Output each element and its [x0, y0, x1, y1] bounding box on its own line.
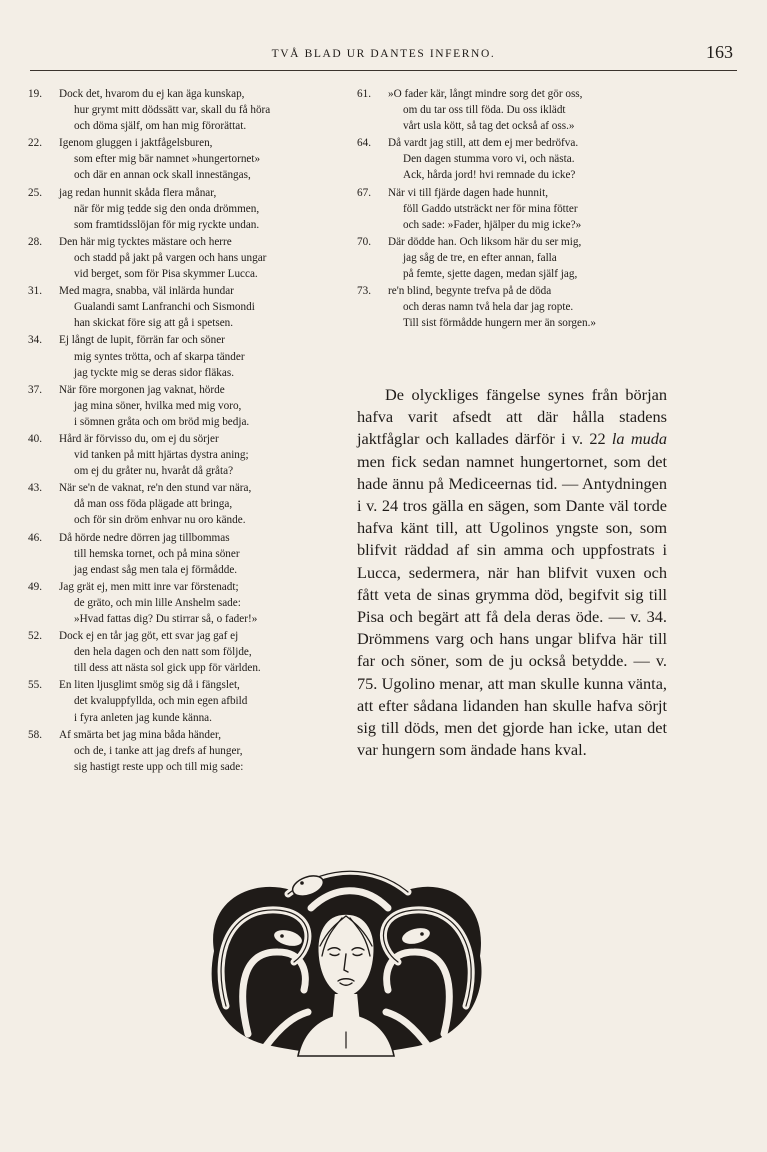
- commentary-text-after: men fick sedan namnet hungertornet, som det hade ännu på Mediceernas tid. — Antydningen i v. 24 tros gälla en sägen, som Dante väl torde hafva känt till, att Ugolinos yngste son, som blifvit räddad af sin amma och uppfostrats i Lucca, sedermera, när han blifvit vuxen och fått veta de sinas grymma död, begifvit sig till Pisa och begärt att få dela deras öde. — v. 34. Drömmens varg och hans ungar blifva här till far och söner, som de ju också betydde. — v. 75. Ugolino menar, att man skulle kunna vänta, att efter sådana lidanden han skulle hafva sörjt sig till döds, men det gjorde han icke, utan det var hungern som ändade hans kval.: [357, 451, 667, 760]
- verse-line: jag redan hunnit skåda flera månar,: [59, 186, 217, 199]
- stanza: [357, 283, 671, 331]
- poem-column-left: [28, 86, 348, 776]
- stanza-number: 25.: [28, 186, 42, 199]
- stanza: [357, 234, 671, 282]
- stanza: [28, 135, 348, 183]
- commentary-italic: la muda: [611, 429, 667, 449]
- page-number: 163: [706, 42, 733, 62]
- verse-line: Igenom gluggen i jaktfågelsburen,: [59, 137, 213, 150]
- verse-line: Där dödde han. Och liksom här du ser mig,: [388, 235, 582, 248]
- verse-line: som framtidsslöjan för mig ryckte undan.: [74, 218, 260, 231]
- verse-line: Dock det, hvarom du ej kan äga kunskap,: [59, 88, 245, 100]
- verse-line: på femte, sjette dagen, medan själf jag,: [403, 268, 578, 281]
- verse-line: han skickat före sig att gå i spetsen.: [74, 317, 234, 330]
- verse-line: om du tar oss till föda. Du oss iklädt: [403, 104, 566, 117]
- verse-line: jag endast såg men tala ej förmådde.: [74, 563, 238, 576]
- stanza: [357, 185, 671, 233]
- stanza-number: 40.: [28, 432, 42, 445]
- stanza: [28, 431, 348, 479]
- verse-line: den hela dagen och den natt som följde,: [74, 646, 252, 659]
- verse-line: sig hastigt reste upp och till mig sade:: [74, 760, 244, 773]
- verse-line: När före morgonen jag vaknat, hörde: [59, 383, 225, 396]
- stanza: [28, 185, 348, 233]
- stanza: [28, 530, 348, 578]
- verse-line: jag såg de tre, en efter annan, falla: [403, 251, 557, 264]
- stanza-number: 70.: [357, 235, 371, 248]
- poem-column-right: [357, 86, 671, 332]
- stanza: [28, 332, 348, 380]
- verse-line: Då hörde nedre dörren jag tillbommas: [59, 531, 230, 544]
- verse-line: och sade: »Fader, hjälper du mig icke?»: [403, 218, 582, 231]
- verse-line: i fyra anleten jag kunde känna.: [74, 711, 212, 724]
- verse-line: jag mina söner, hvilka med mig voro,: [74, 399, 242, 412]
- stanza-number: 52.: [28, 630, 42, 643]
- stanza: [28, 234, 348, 282]
- stanza-number: 34.: [28, 334, 42, 347]
- verse-line: Ej långt de lupit, förrän far och söner: [59, 334, 225, 347]
- verse-line: och deras namn två hela dar jag ropte.: [403, 301, 574, 314]
- verse-line: Den här mig tycktes mästare och herre: [59, 235, 232, 248]
- stanza-number: 55.: [28, 679, 42, 692]
- verse-line: i sömnen gråta och om bröd mig bedja.: [74, 415, 250, 428]
- stanza: [357, 135, 671, 183]
- stanza-number: 28.: [28, 235, 42, 248]
- verse-line: Jag grät ej, men mitt inre var förstenadt;: [59, 580, 239, 593]
- stanza-number: 73.: [357, 285, 371, 298]
- stanza: [28, 382, 348, 430]
- verse-line: Med magra, snabba, väl inlärda hundar: [59, 285, 234, 298]
- verse-line: då man oss föda plägade att bringa,: [74, 498, 233, 511]
- stanza: [28, 86, 348, 134]
- verse-line: När vi till fjärde dagen hade hunnit,: [388, 186, 548, 199]
- verse-line: det kvaluppfyllda, och min egen afbild: [74, 695, 248, 708]
- commentary: [357, 384, 667, 761]
- stanza-number: 46.: [28, 531, 42, 544]
- stanza: [28, 677, 348, 725]
- stanza-number: 61.: [357, 88, 371, 100]
- stanza-number: 31.: [28, 285, 42, 298]
- running-header: [30, 44, 737, 71]
- stanza: [28, 579, 348, 627]
- stanza: [28, 480, 348, 528]
- verse-line: Då vardt jag still, att dem ej mer bedröfva.: [388, 137, 579, 150]
- stanza-number: 64.: [357, 137, 371, 150]
- verse-line: jag tyckte mig se deras sidor fläkas.: [74, 366, 234, 379]
- verse-line: Till sist förmådde hungern mer än sorgen.»: [403, 317, 596, 330]
- verse-line: Ack, hårda jord! hvi remnade du icke?: [403, 169, 576, 182]
- verse-line: Gualandi samt Lanfranchi och Sismondi: [74, 301, 255, 314]
- verse-line: och stadd på jakt på vargen och hans ungar: [74, 251, 267, 264]
- medusa-head-with-serpents-icon: [196, 856, 496, 1061]
- verse-line: Den dagen stumma voro vi, och nästa.: [403, 153, 575, 166]
- commentary-text-before: De olyckliges fängelse synes från början hafva varit afsedt att där hålla stadens jaktfåglar och kallades därför i v. 22: [357, 385, 667, 449]
- verse-line: och döma själf, om han mig förorättat.: [74, 120, 247, 133]
- verse-line: »Hvad fattas dig? Du stirrar så, o fader!»: [74, 613, 258, 625]
- stanza-number: 43.: [28, 482, 42, 495]
- header-title: TVÅ BLAD UR DANTES INFERNO.: [271, 48, 496, 60]
- verse-line: När se'n de vaknat, re'n den stund var nära,: [59, 482, 252, 495]
- verse-line: om ej du gråter nu, hvaråt då gråta?: [74, 465, 234, 478]
- stanza-number: 37.: [28, 383, 42, 396]
- verse-line: vårt usla kött, så tag det också af oss.»: [403, 120, 575, 133]
- verse-line: när för mig ṭedde sig den onda drömmen,: [74, 202, 260, 215]
- verse-line: mig syntes trötta, och af skarpa tänder: [74, 350, 245, 363]
- verse-line: re'n blind, begynte trefva på de döda: [388, 285, 552, 298]
- verse-line: vid berget, som för Pisa skymmer Lucca.: [74, 268, 258, 281]
- verse-line: »O fader kär, långt mindre sorg det gör oss,: [388, 88, 583, 100]
- verse-line: och de, i tanke att jag drefs af hunger,: [74, 744, 243, 757]
- verse-line: Dock ej en tår jag göt, ett svar jag gaf ej: [59, 630, 239, 643]
- verse-line: de gräto, och min lille Anshelm sade:: [74, 596, 241, 609]
- verse-line: som efter mig bär namnet »hungertornet»: [74, 153, 261, 166]
- verse-line: hur grymt mitt dödssätt var, skall du få höra: [74, 104, 271, 117]
- verse-line: till hemska tornet, och på mina söner: [74, 547, 240, 560]
- commentary-paragraph: [357, 384, 667, 761]
- stanza-number: 67.: [357, 186, 371, 199]
- stanza: [28, 727, 348, 775]
- stanza-number: 22.: [28, 137, 42, 150]
- verse-line: till dess att nästa sol gick upp för världen.: [74, 662, 261, 675]
- stanza-number: 49.: [28, 580, 42, 593]
- verse-line: Af smärta bet jag mina båda händer,: [59, 728, 222, 741]
- verse-line: och där en annan ock skall innestängas,: [74, 169, 251, 182]
- stanza-number: 58.: [28, 728, 42, 741]
- stanza: [28, 283, 348, 331]
- verse-line: Hård är förvisso du, om ej du sörjer: [59, 432, 219, 445]
- verse-line: och för sin dröm enhvar nu oro kände.: [74, 514, 246, 527]
- verse-line: En liten ljusglimt smög sig då i fängslet,: [59, 679, 240, 692]
- verse-line: vid tanken på mitt hjärtas dystra aning;: [74, 449, 249, 462]
- stanza: [28, 628, 348, 676]
- stanza: [357, 86, 671, 134]
- verse-line: föll Gaddo utsträckt ner för mina fötter: [403, 202, 578, 215]
- stanza-number: 19.: [28, 88, 42, 100]
